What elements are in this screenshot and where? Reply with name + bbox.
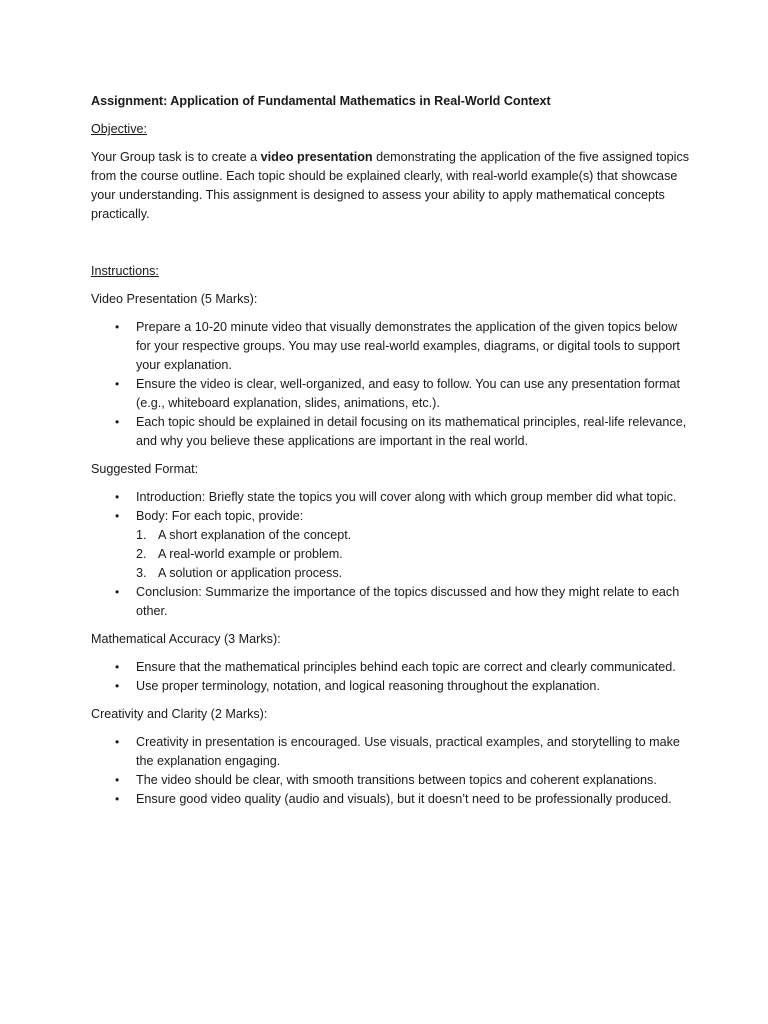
list-item-text: Ensure that the mathematical principles behind each topic are correct and clearly communicated. bbox=[136, 660, 676, 674]
list-item-text: The video should be clear, with smooth transitions between topics and coherent explanations. bbox=[136, 773, 657, 787]
document-title: Assignment: Application of Fundamental Mathematics in Real-World Context bbox=[91, 94, 551, 108]
step-item bbox=[136, 545, 691, 564]
list-item-text: Introduction: Briefly state the topics you will cover along with which group member did what topic. bbox=[136, 490, 677, 504]
list-item-text: Each topic should be explained in detail focusing on its mathematical principles, real-life relevance, and why you believe these applications are important in the real world. bbox=[136, 415, 687, 448]
step-number: 2. bbox=[136, 547, 147, 561]
list-item bbox=[91, 677, 691, 696]
accuracy-section-label: Mathematical Accuracy (3 Marks): bbox=[91, 632, 281, 646]
step-number: 3. bbox=[136, 566, 147, 580]
creativity-section-list bbox=[91, 733, 691, 809]
step-text: A solution or application process. bbox=[158, 566, 343, 580]
video-section-list bbox=[91, 318, 691, 451]
format-section-label: Suggested Format: bbox=[91, 462, 199, 476]
step-text: A short explanation of the concept. bbox=[158, 528, 352, 542]
list-item bbox=[91, 488, 691, 507]
bullet-icon: • bbox=[115, 585, 120, 599]
list-item-text: Body: For each topic, provide: bbox=[136, 509, 304, 523]
list-item bbox=[91, 771, 691, 790]
format-section-list bbox=[91, 488, 691, 621]
objective-heading: Objective: bbox=[91, 122, 147, 136]
bullet-icon: • bbox=[115, 509, 120, 523]
list-item bbox=[91, 318, 691, 375]
step-item bbox=[136, 564, 691, 583]
step-item bbox=[136, 526, 691, 545]
list-item bbox=[91, 658, 691, 677]
step-number: 1. bbox=[136, 528, 147, 542]
step-text: A real-world example or problem. bbox=[158, 547, 343, 561]
bullet-icon: • bbox=[115, 660, 120, 674]
bullet-icon: • bbox=[115, 679, 120, 693]
instructions-heading: Instructions: bbox=[91, 264, 159, 278]
objective-paragraph bbox=[91, 148, 691, 224]
bullet-icon: • bbox=[115, 773, 120, 787]
bullet-icon: • bbox=[115, 320, 120, 334]
list-item-text: Prepare a 10-20 minute video that visually demonstrates the application of the given topics below for your respective groups. You may use real-world examples, diagrams, or digital tools to support your explanation. bbox=[136, 320, 680, 372]
objective-text-end: demonstrating the application of the five assigned topics from the course outline. Each topic should be explained clearly, with real-world example(s) that showcase your understanding. This assignment is designed to assess your ability to apply mathematical concepts practically. bbox=[91, 150, 690, 221]
bullet-icon: • bbox=[115, 377, 120, 391]
objective-emphasis: video presentation bbox=[260, 150, 373, 164]
objective-text-start: Your Group task is to create a bbox=[91, 150, 261, 164]
creativity-section-label: Creativity and Clarity (2 Marks): bbox=[91, 707, 268, 721]
list-item bbox=[91, 507, 691, 583]
list-item bbox=[91, 413, 691, 451]
bullet-icon: • bbox=[115, 792, 120, 806]
document-body bbox=[91, 92, 691, 818]
list-item bbox=[91, 583, 691, 621]
list-item bbox=[91, 375, 691, 413]
list-item-text: Ensure good video quality (audio and visuals), but it doesn’t need to be professionally produced. bbox=[136, 792, 672, 806]
list-item bbox=[91, 790, 691, 809]
bullet-icon: • bbox=[115, 415, 120, 429]
video-section-label: Video Presentation (5 Marks): bbox=[91, 292, 258, 306]
list-item bbox=[91, 733, 691, 771]
list-item-text: Creativity in presentation is encouraged. Use visuals, practical examples, and storytelling to make the explanation engaging. bbox=[136, 735, 680, 768]
list-item-text: Use proper terminology, notation, and logical reasoning throughout the explanation. bbox=[136, 679, 600, 693]
bullet-icon: • bbox=[115, 735, 120, 749]
bullet-icon: • bbox=[115, 490, 120, 504]
list-item-text: Conclusion: Summarize the importance of the topics discussed and how they might relate to each other. bbox=[136, 585, 680, 618]
body-steps-list bbox=[136, 526, 691, 583]
accuracy-section-list bbox=[91, 658, 691, 696]
list-item-text: Ensure the video is clear, well-organized, and easy to follow. You can use any presentation format (e.g., whiteboard explanation, slides, animations, etc.). bbox=[136, 377, 680, 410]
